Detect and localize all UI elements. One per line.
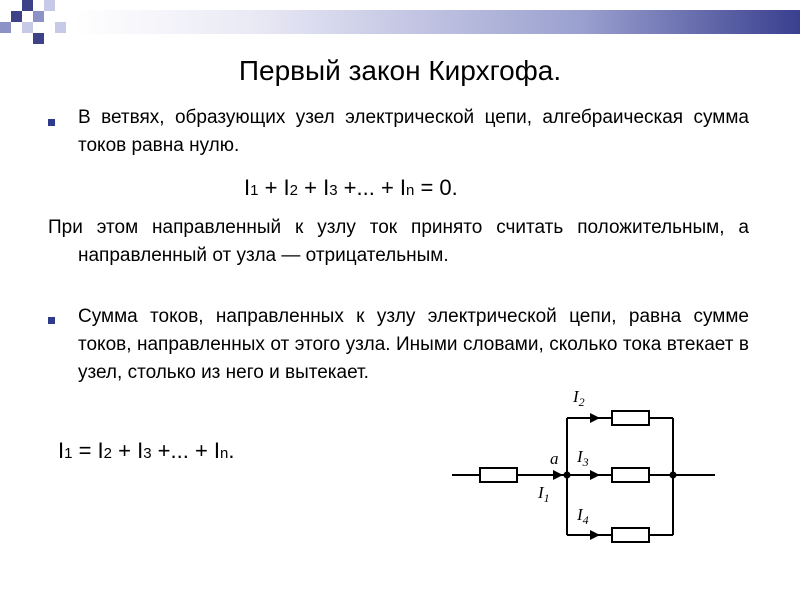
node-a-dot (564, 472, 571, 479)
resistor-r1 (480, 468, 517, 482)
formula-sum-zero: I1 + I2 + I3 +... + In = 0. (244, 175, 458, 200)
slide-title: Первый закон Кирхгофа. (238, 55, 562, 86)
arrow-i3 (590, 470, 600, 480)
deco-square (55, 22, 66, 33)
deco-square (33, 11, 44, 22)
formula-current-balance: I1 = I2 + I3 +... + In. (58, 438, 235, 463)
arrow-i1 (553, 470, 563, 480)
deco-square (22, 22, 33, 33)
label-i3: $I_3$ (577, 447, 589, 469)
resistor-r3 (612, 468, 649, 482)
label-i4: $I_4$ (577, 505, 589, 527)
bullet-marker (48, 119, 55, 126)
arrow-i2 (590, 413, 600, 423)
circuit-diagram (440, 380, 730, 555)
deco-square (33, 33, 44, 44)
bullet-text-2: Сумма токов, направленных к узлу электрической цепи, равна сумме токов, направленных от этого узла. Иными словами, сколько тока втекает в узел, столько из него и вытекает. (78, 306, 749, 383)
header-gradient-bar (74, 10, 800, 34)
node-dot (670, 472, 677, 479)
bullet-text-1: В ветвях, образующих узел электрической цепи, алгебраическая сумма токов равна нулю. (78, 107, 749, 156)
deco-square (44, 0, 55, 11)
bullet-marker (48, 317, 55, 324)
node-a-label: a (550, 449, 559, 468)
deco-square (22, 0, 33, 11)
label-i2: $I_2$ (573, 387, 585, 409)
sign-convention-text: При этом направленный к узлу ток принято считать положительным, а направленный от узла — отрицательным. (48, 217, 749, 266)
header-decoration (0, 0, 800, 44)
label-i1: $I_1$ (538, 483, 550, 505)
deco-square (0, 22, 11, 33)
resistor-r4 (612, 528, 649, 542)
resistor-r2 (612, 411, 649, 425)
deco-square (11, 11, 22, 22)
arrow-i4 (590, 530, 600, 540)
